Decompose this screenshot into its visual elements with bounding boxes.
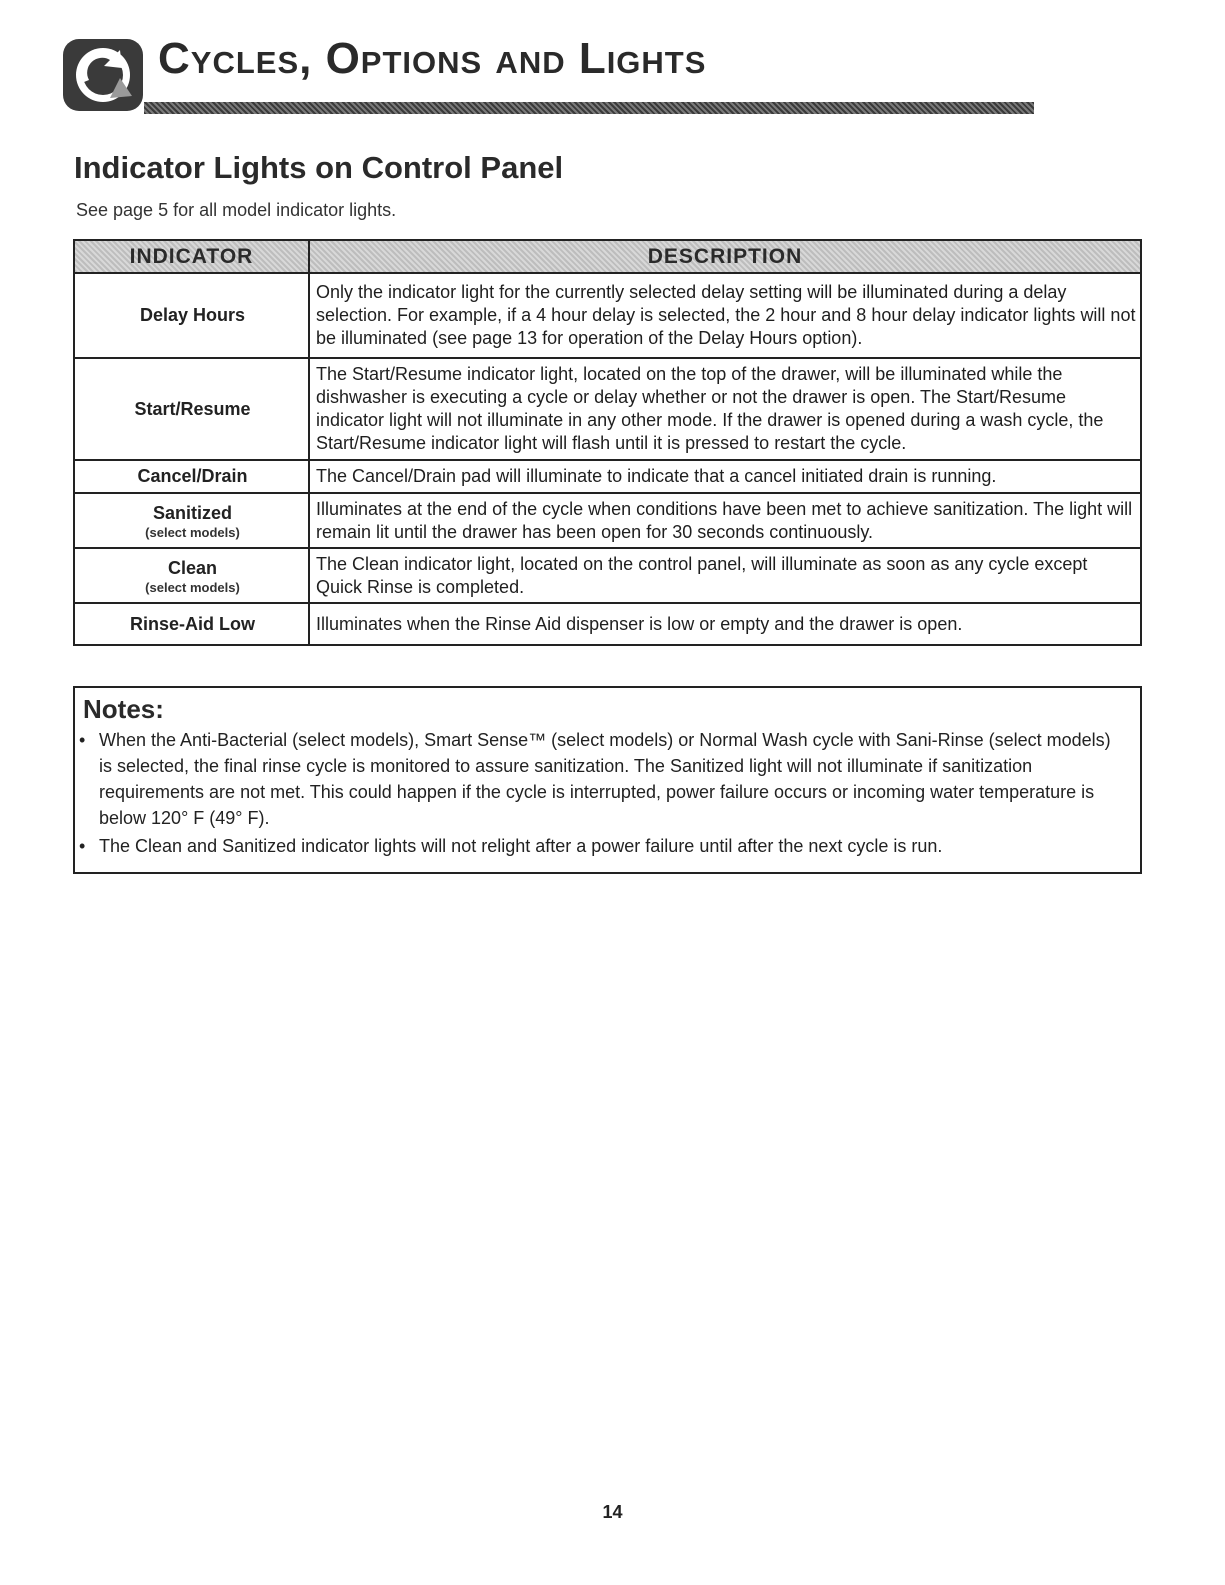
chapter-header bbox=[62, 32, 972, 116]
description-cell: The Cancel/Drain pad will illuminate to indicate that a cancel initiated drain is running. bbox=[309, 460, 1141, 493]
table-row bbox=[74, 358, 1141, 460]
cycle-arrow-icon bbox=[62, 38, 144, 112]
indicator-cell bbox=[74, 493, 309, 548]
bullet-icon: • bbox=[79, 730, 86, 750]
indicator-cell bbox=[74, 460, 309, 493]
column-header-indicator: INDICATOR bbox=[74, 240, 309, 273]
bullet-icon: • bbox=[79, 836, 86, 856]
indicator-name: Start/Resume bbox=[134, 398, 251, 419]
indicator-table bbox=[73, 239, 1142, 646]
indicator-name: Sanitized bbox=[152, 502, 232, 523]
section-title: Indicator Lights on Control Panel bbox=[74, 150, 564, 185]
indicator-name: Rinse-Aid Low bbox=[130, 613, 255, 634]
table-row bbox=[74, 548, 1141, 603]
column-header-description: DESCRIPTION bbox=[309, 240, 1141, 273]
note-item bbox=[79, 833, 1119, 859]
header-rule bbox=[144, 102, 1034, 114]
indicator-name: Delay Hours bbox=[139, 305, 246, 325]
indicator-model-note: (select models) bbox=[145, 524, 240, 540]
note-item bbox=[79, 727, 1119, 831]
indicator-cell bbox=[74, 273, 309, 358]
table-row bbox=[74, 273, 1141, 358]
note-text: When the Anti-Bacterial (select models), Smart Sense™ (select models) or Normal Wash cycle with Sani-Rinse (select models) is selected, the final rinse cycle is monitored to assure sanitization. The Sanitized light will not illuminate if sanitization requirements are not met. This could happen if the cycle is interrupted, power failure occurs or incoming water temperature is below 120° F (49° F). bbox=[99, 730, 1111, 828]
indicator-name: Cancel/Drain bbox=[137, 466, 248, 486]
description-cell: The Clean indicator light, located on the control panel, will illuminate as soon as any cycle except Quick Rinse is completed. bbox=[309, 548, 1141, 603]
notes-title: Notes: bbox=[83, 694, 164, 724]
table-row bbox=[74, 603, 1141, 645]
table-header-row bbox=[74, 240, 1141, 273]
indicator-cell bbox=[74, 548, 309, 603]
section-subtitle: See page 5 for all model indicator lights. bbox=[76, 200, 397, 220]
indicator-name: Clean bbox=[167, 557, 218, 578]
description-cell: The Start/Resume indicator light, located on the top of the drawer, will be illuminated while the dishwasher is executing a cycle or delay whether or not the drawer is open. The Start/Resume indicator light will not illuminate in any other mode. If the drawer is opened during a wash cycle, the Start/Resume indicator light will flash until it is pressed to restart the cycle. bbox=[309, 358, 1141, 460]
indicator-model-note: (select models) bbox=[145, 579, 240, 595]
description-cell: Only the indicator light for the currently selected delay setting will be illuminated during a delay selection. For example, if a 4 hour delay is selected, the 2 hour and 8 hour delay indicator lights will not be illuminated (see page 13 for operation of the Delay Hours option). bbox=[309, 273, 1141, 358]
table-row bbox=[74, 493, 1141, 548]
notes-box bbox=[73, 686, 1142, 874]
indicator-cell bbox=[74, 358, 309, 460]
table-row bbox=[74, 460, 1141, 493]
page-number: 14 bbox=[602, 1502, 623, 1522]
chapter-title: Cycles, Options and Lights bbox=[158, 34, 707, 83]
indicator-cell bbox=[74, 603, 309, 645]
description-cell: Illuminates when the Rinse Aid dispenser is low or empty and the drawer is open. bbox=[309, 603, 1141, 645]
note-text: The Clean and Sanitized indicator lights will not relight after a power failure until after the next cycle is run. bbox=[99, 836, 943, 856]
description-cell: Illuminates at the end of the cycle when conditions have been met to achieve sanitization. The light will remain lit until the drawer has been open for 30 seconds continuously. bbox=[309, 493, 1141, 548]
